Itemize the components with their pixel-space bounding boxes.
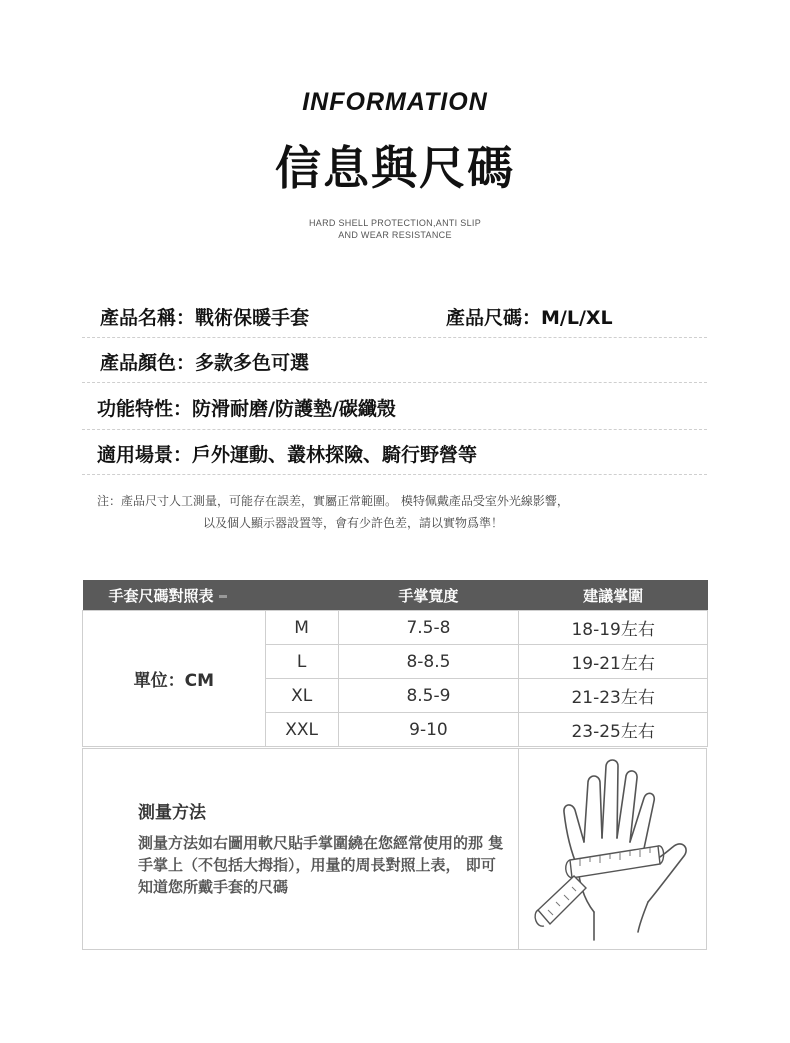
size-cell: XL [265,679,338,713]
spec-product-name: 產品名稱：戰術保暖手套 [100,307,310,329]
table-row [83,611,708,645]
spec-features: 功能特性：防滑耐磨/防護墊/碳纖殼 [97,398,396,420]
palm-cell: 23-25左右 [519,713,708,747]
spec-product-size: 產品尺碼：M/L/XL [446,307,613,329]
table-header-title: 手套尺碼對照表 [83,580,339,611]
subtitle-line-1: HARD SHELL PROTECTION,ANTI SLIP [309,218,481,228]
divider [82,474,707,475]
divider [82,382,707,383]
size-cell: M [265,611,338,645]
size-table [82,580,708,747]
spec-product-color: 產品顏色：多款多色可選 [100,352,310,374]
dash-mark [219,595,227,598]
table-header-width: 手掌寬度 [338,580,519,611]
measure-text: 測量方法如右圖用軟尺貼手掌圍繞在您經常使用的那 隻手掌上（不包括大拇指），用量的周長對照上表， 即可知道您所戴手套的尺碼 [138,834,504,896]
palm-cell: 21-23左右 [519,679,708,713]
divider [82,337,707,338]
title-chinese: 信息與尺碼 [275,141,515,195]
width-cell: 8.5-9 [338,679,519,713]
size-cell: L [265,645,338,679]
table-header-row [83,580,708,611]
subtitle-line-2: AND WEAR RESISTANCE [338,230,452,240]
spec-scenes: 適用場景：戶外運動、叢林探險、騎行野營等 [97,444,478,466]
width-cell: 9-10 [338,713,519,747]
measure-title: 測量方法 [138,803,206,823]
width-cell: 7.5-8 [338,611,519,645]
palm-cell: 18-19左右 [519,611,708,645]
divider [82,429,707,430]
palm-cell: 19-21左右 [519,645,708,679]
title-english: INFORMATION [302,88,488,116]
note-line-1: 注：產品尺寸人工測量，可能存在誤差，實屬正常範圍。 模特佩戴產品受室外光線影響， [97,494,569,508]
table-header-palm: 建議掌圍 [519,580,708,611]
unit-label: 單位：CM [83,611,266,747]
width-cell: 8-8.5 [338,645,519,679]
hand-measure-icon [518,750,706,948]
note-line-2: 以及個人顯示器設置等，會有少許色差，請以實物爲準！ [203,516,504,530]
size-cell: XXL [265,713,338,747]
